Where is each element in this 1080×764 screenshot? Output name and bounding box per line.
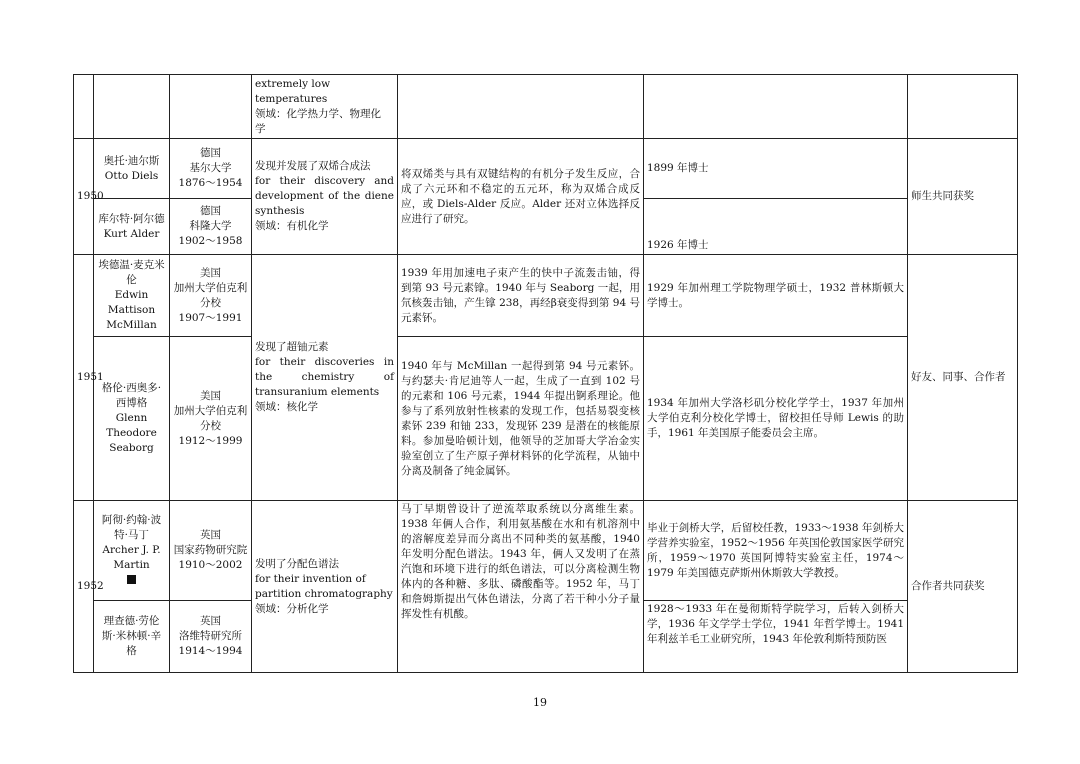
discovery-field: 领域：化学热力学、物理化 — [255, 107, 381, 120]
laureate-institution — [170, 337, 252, 501]
discovery-en: for their discoveries in the chemistry of transuranium elements — [255, 356, 394, 398]
discovery-cell — [252, 501, 398, 673]
work-cell: 马丁早期曾设计了逆流萃取系统以分离维生素。1938 年俩人合作，利用氨基酸在水和有机溶剂中的溶解度差异而分离出不同种类的氨基酸，1940 年发明分配色谱法。1943 年，俩人又发明了在蒸汽饱和环境下进行的纸色谱法，可以分离检测生物体内的各种糖、多肽、磷酸酯等。1952 年，马丁和詹姆斯提出气体色谱法，分离了若干种小分子量挥发性有机酸。 — [398, 501, 644, 673]
name-en-surname: Seaborg — [109, 442, 154, 454]
institution: 加州大学伯克利分校 — [173, 404, 248, 432]
name-en-middle: Theodore — [106, 427, 157, 439]
name-en: Kurt Alder — [103, 227, 160, 240]
education-cell: 1934 年加州大学洛杉矶分校化学学士，1937 年加州大学伯克利分校化学博士，留校担任导师 Lewis 的助手，1961 年美国原子能委员会主席。 — [644, 337, 908, 501]
name-cn: 阿彻·约翰·波 — [101, 513, 162, 526]
laureate-name — [94, 501, 170, 601]
life-years: 1876～1954 — [178, 177, 243, 189]
life-years: 1910～2002 — [178, 559, 243, 571]
laureate-name — [94, 255, 170, 337]
relation-cell: 合作者共同获奖 — [908, 501, 1018, 673]
laureate-name — [94, 199, 170, 255]
laureate-institution — [170, 139, 252, 199]
discovery-cn: 发明了分配色谱法 — [255, 557, 339, 570]
name-en: Otto Diels — [104, 169, 159, 182]
name-en-surname: McMillan — [106, 319, 157, 331]
life-years: 1912～1999 — [178, 434, 243, 447]
laureate-name — [94, 337, 170, 501]
name-cn: 格伦·西奥多·西博格 — [101, 382, 162, 409]
institution: 加州大学伯克利分校 — [173, 281, 248, 309]
life-years: 1907～1991 — [178, 311, 243, 324]
page — [73, 74, 1017, 673]
relation-cell — [908, 75, 1018, 139]
life-years: 1914～1994 — [178, 645, 243, 657]
table-row-1951-seaborg — [74, 337, 1018, 501]
education-cell: 1899 年博士 — [644, 139, 908, 199]
year-1952: 1952 — [74, 501, 94, 673]
year-cell — [74, 75, 94, 139]
discovery-field: 领域：分析化学 — [255, 602, 329, 615]
education-cell — [644, 75, 908, 139]
discovery-en: for their invention of partition chromatography — [255, 572, 393, 600]
discovery-text: extremely low temperatures — [255, 77, 331, 105]
work-cell: 将双烯类与具有双键结构的有机分子发生反应，合成了六元环和不稳定的五元环，称为双烯合成反应，或 Diels-Alder 反应。Alder 还对立体选择反应进行了研究。 — [398, 139, 644, 255]
country: 美国 — [200, 266, 221, 279]
table-row-1952-martin — [74, 501, 1018, 601]
education-cell: 毕业于剑桥大学，后留校任教，1933～1938 年剑桥大学营养实验室，1952～1956 年英国伦敦国家医学研究所，1959～1970 英国阿博特实验室主任，1974～1979 年美国德克萨斯州休斯敦大学教授。 — [644, 501, 908, 601]
country: 德国 — [200, 147, 221, 159]
work-cell: 1939 年用加速电子束产生的快中子流轰击铀，得到第 93 号元素镎。1940 年与 Seaborg 一起，用氘核轰击铀，产生镎 238，再经β衰变得到第 94 号元素钚。 — [398, 255, 644, 337]
table-row-1951-mcmillan — [74, 255, 1018, 337]
name-en: Glenn — [115, 412, 148, 424]
year-1950: 1950 — [74, 139, 94, 255]
relation-cell: 师生共同获奖 — [908, 139, 1018, 255]
laureate-institution — [170, 255, 252, 337]
year-1951: 1951 — [74, 255, 94, 501]
discovery-field: 领域：有机化学 — [255, 220, 329, 232]
institution: 洛维特研究所 — [179, 630, 242, 642]
country: 德国 — [200, 205, 221, 217]
relation-cell: 好友、同事、合作者 — [908, 255, 1018, 501]
discovery-en: for their discovery and development of the diene synthesis — [255, 175, 394, 217]
laureate-institution — [170, 199, 252, 255]
page-number: 19 — [533, 696, 547, 709]
work-cell: 1940 年与 McMillan 一起得到第 94 号元素钚。与约瑟夫·肯尼迪等人一起，生成了一直到 102 号的元素和 106 号元素，1944 年提出锕系理论。他参与了系列放射性核素的发现工作，包括易裂变核素钚 239 和铀 233，发现钚 239 是潜在的核能原料。参加曼哈顿计划，他领导的芝加哥大学冶金实验室创立了生产原子弹材料钚的化学流程，从铀中分离及制备了纯金属钚。 — [398, 337, 644, 501]
discovery-cn: 发现了超铀元素 — [255, 341, 329, 353]
country: 英国 — [200, 529, 221, 541]
life-years: 1902～1958 — [178, 235, 243, 247]
discovery-cell — [252, 75, 398, 139]
table-row-continued — [74, 75, 1018, 139]
country: 英国 — [200, 615, 221, 627]
institution-cell — [170, 75, 252, 139]
education-cell: 1928～1933 年在曼彻斯特学院学习，后转入剑桥大学，1936 年文学学士学位，1941 年哲学博士。1941 年利兹羊毛工业研究所，1943 年伦敦利斯特预防医 — [644, 601, 908, 673]
name-en-surname: Martin — [113, 558, 150, 571]
work-cell — [398, 75, 644, 139]
name-cn: 理查德·劳伦 — [103, 615, 160, 627]
education-cell: 1929 年加州理工学院物理学硕士，1932 普林斯顿大学博士。 — [644, 255, 908, 337]
name-cn: 奥托·迪尔斯 — [103, 154, 160, 167]
name-cn-tail: 特·马丁 — [114, 528, 149, 541]
discovery-cell — [252, 139, 398, 255]
country: 美国 — [200, 389, 221, 402]
name-en: Edwin Mattison — [107, 289, 156, 316]
name-cell — [94, 75, 170, 139]
nobel-table — [73, 74, 1018, 673]
name-cn: 埃德温·麦克米伦 — [98, 259, 165, 286]
institution: 基尔大学 — [189, 162, 232, 174]
name-cn-middle: 斯·米林顿·辛 — [101, 630, 162, 642]
laureate-name — [94, 601, 170, 673]
discovery-field: 领域：核化学 — [255, 401, 318, 413]
institution: 科隆大学 — [189, 220, 232, 232]
laureate-institution — [170, 601, 252, 673]
name-cn: 库尔特·阿尔德 — [98, 212, 165, 225]
table-row-1950-diels — [74, 139, 1018, 199]
discovery-cn: 发现并发展了双烯合成法 — [255, 160, 371, 172]
institution: 国家药物研究院 — [173, 544, 248, 556]
laureate-name — [94, 139, 170, 199]
laureate-institution — [170, 501, 252, 601]
name-cn-tail: 格 — [126, 645, 137, 657]
education-cell: 1926 年博士 — [644, 199, 908, 255]
discovery-cell — [252, 255, 398, 501]
discovery-field-tail: 学 — [255, 122, 266, 135]
name-en: Archer J. P. — [102, 543, 161, 556]
square-marker-icon — [127, 575, 136, 584]
